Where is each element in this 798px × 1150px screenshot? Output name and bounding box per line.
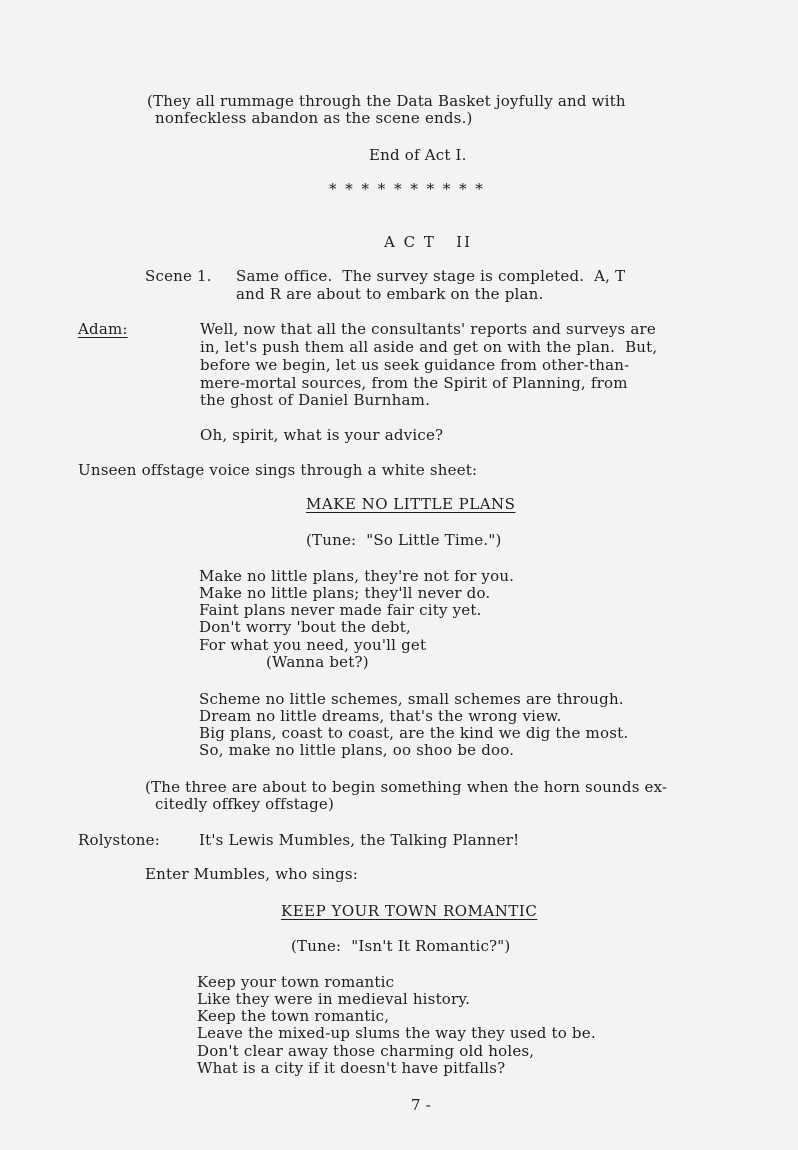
end-of-act-label: End of Act I. (369, 146, 467, 164)
stage-direction-line: (The three are about to begin something when the horn sounds ex- (145, 778, 668, 796)
lyric-line: Don't worry 'bout the debt, (199, 618, 411, 636)
song-title: MAKE NO LITTLE PLANS (306, 495, 516, 513)
lyric-line: For what you need, you'll get (199, 636, 427, 654)
lyric-line: Keep your town romantic (197, 973, 395, 991)
lyric-line: Like they were in medieval history. (197, 990, 471, 1008)
dialogue-line: Oh, spirit, what is your advice? (200, 426, 444, 444)
stage-direction-line: nonfeckless abandon as the scene ends.) (155, 109, 473, 127)
stage-direction: Unseen offstage voice sings through a white sheet: (78, 461, 478, 479)
lyric-line: Make no little plans; they'll never do. (199, 584, 491, 602)
lyric-line: Make no little plans, they're not for you. (199, 567, 515, 585)
dialogue-line: the ghost of Daniel Burnham. (200, 391, 431, 409)
scene-description-line: and R are about to embark on the plan. (236, 285, 544, 303)
song-tune: (Tune: "Isn't It Romantic?") (291, 937, 511, 955)
stage-direction-line: (They all rummage through the Data Basket joyfully and with (147, 92, 626, 110)
dialogue-line: mere-mortal sources, from the Spirit of Planning, from (200, 374, 628, 392)
speaker-name: Rolystone: (78, 831, 160, 849)
lyric-aside: (Wanna bet?) (266, 653, 369, 671)
scene-label: Scene 1. (145, 267, 212, 285)
lyric-line: Scheme no little schemes, small schemes are through. (199, 690, 624, 708)
scene-description-line: Same office. The survey stage is completed. A, T (236, 267, 626, 285)
lyric-line: So, make no little plans, oo shoo be doo. (199, 741, 515, 759)
speaker-name: Adam: (78, 320, 128, 338)
lyric-line: Don't clear away those charming old holes, (197, 1042, 535, 1060)
act-heading: A C T II (384, 233, 473, 251)
page-number: 7 - (411, 1096, 431, 1114)
lyric-line: Big plans, coast to coast, are the kind we dig the most. (199, 724, 629, 742)
lyric-line: Faint plans never made fair city yet. (199, 601, 482, 619)
dialogue-line: before we begin, let us seek guidance from other-than- (200, 356, 630, 374)
dialogue-line: Well, now that all the consultants' reports and surveys are (200, 320, 656, 338)
dialogue-line: in, let's push them all aside and get on with the plan. But, (200, 338, 658, 356)
stage-direction: Enter Mumbles, who sings: (145, 865, 359, 883)
song-title: KEEP YOUR TOWN ROMANTIC (281, 902, 538, 920)
lyric-line: Dream no little dreams, that's the wrong view. (199, 707, 562, 725)
stage-direction-line: citedly offkey offstage) (155, 795, 335, 813)
section-separator: * * * * * * * * * * (329, 180, 485, 198)
dialogue-line: It's Lewis Mumbles, the Talking Planner! (199, 831, 520, 849)
lyric-line: Leave the mixed-up slums the way they used to be. (197, 1024, 596, 1042)
lyric-line: What is a city if it doesn't have pitfalls? (197, 1059, 506, 1077)
song-tune: (Tune: "So Little Time.") (306, 531, 502, 549)
lyric-line: Keep the town romantic, (197, 1007, 390, 1025)
